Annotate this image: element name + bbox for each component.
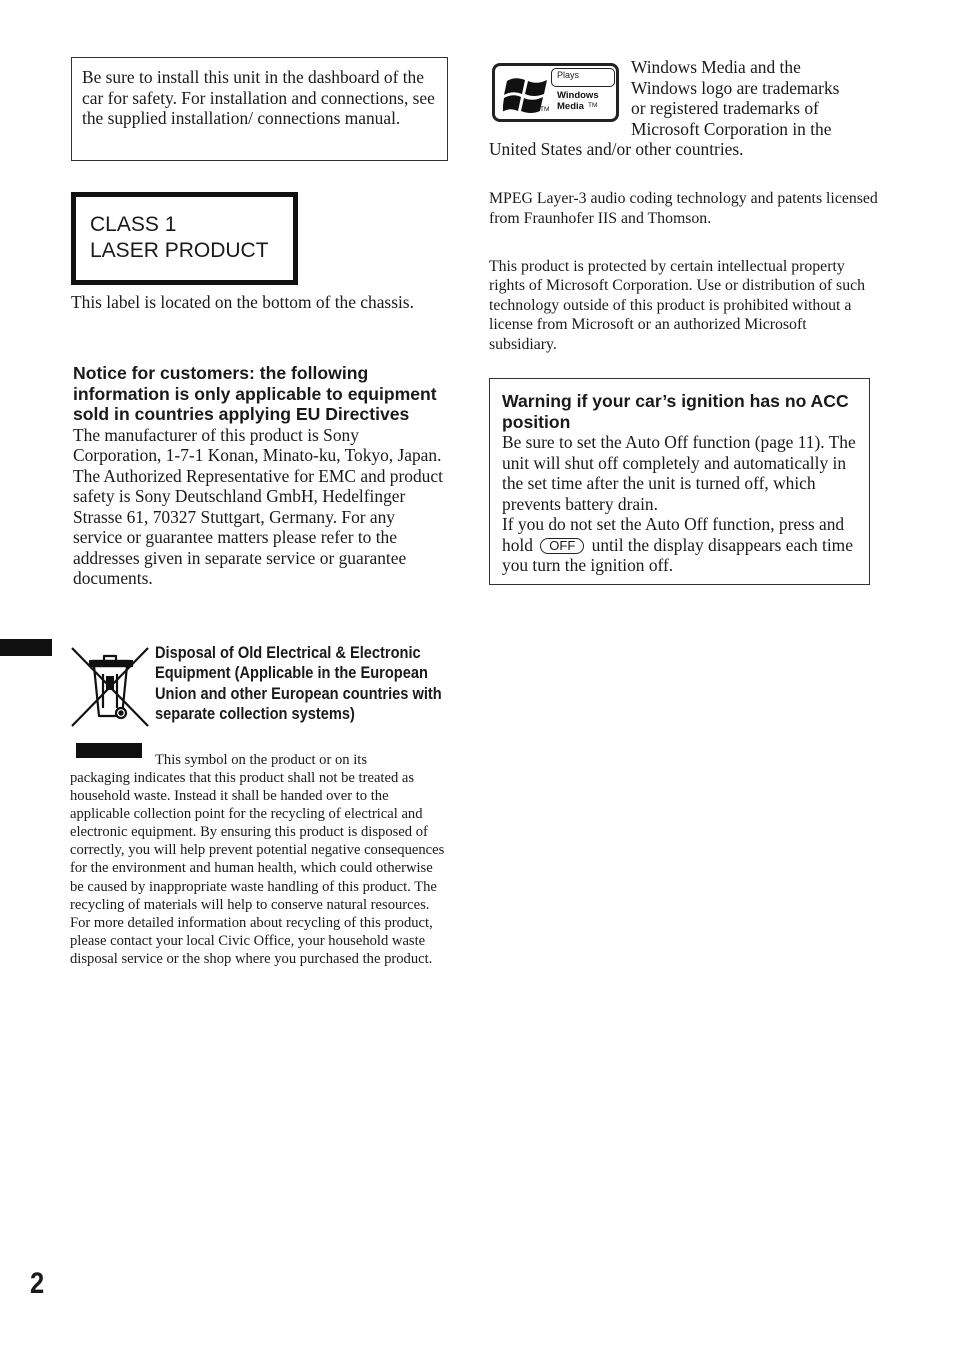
- ignition-warning-body-1: Be sure to set the Auto Off function (page 11). The unit will shut off completely and automatically in the set time after the unit is turned off, which prevents battery drain.: [502, 432, 856, 514]
- wm-trademark-line-4: Microsoft Corporation in the: [631, 118, 832, 139]
- wm-trademark-line-1: Windows Media and the: [631, 57, 801, 77]
- logo-tm-mark-media: TM: [588, 102, 598, 109]
- mpeg-license-notice: MPEG Layer-3 audio coding technology and patents licensed from Fraunhofer IIS and Thomson.: [489, 190, 878, 227]
- eu-directives-notice: [73, 363, 448, 589]
- disposal-heading: Disposal of Old Electrical & Electronic Equipment (Applicable in the European Union and other European countries with separate collection systems): [155, 643, 442, 724]
- ignition-warning-heading: Warning if your car’s ignition has no ACC position: [502, 391, 849, 432]
- microsoft-ip-notice: This product is protected by certain intellectual property rights of Microsoft Corporation. Use or distribution of such technology outside of this product is prohibited without a license from Microsoft or an authorized Microsoft subsidiary.: [489, 258, 866, 353]
- logo-tm-mark: TM: [540, 106, 550, 113]
- wm-trademark-line-3: or registered trademarks of: [631, 98, 819, 118]
- install-safety-notice-text: Be sure to install this unit in the dashboard of the car for safety. For installation and connections, see the supplied installation/ connections manual.: [82, 67, 435, 128]
- ignition-warning-box: [489, 378, 870, 585]
- plays-windows-media-logo: [492, 63, 619, 122]
- bin-underline-bar: [76, 743, 142, 758]
- eu-notice-heading: Notice for customers: the following information is only applicable to equipment sold in countries applying EU Directives: [73, 363, 437, 425]
- label-location-note: This label is located on the bottom of the chassis.: [71, 292, 414, 312]
- laser-label-line2: LASER PRODUCT: [90, 239, 269, 262]
- wm-trademark-line-2: Windows logo are trademarks: [631, 77, 840, 98]
- logo-media-text: Media: [557, 101, 584, 112]
- logo-windows-text: Windows: [557, 90, 599, 101]
- logo-plays-text: Plays: [557, 70, 580, 80]
- disposal-body-first-line: This symbol on the product or on its: [155, 752, 368, 768]
- off-key-symbol: OFF: [540, 538, 584, 554]
- warning-body2-before: If you do not set the Auto Off function, press and hold: [502, 514, 845, 555]
- eu-notice-body: The manufacturer of this product is Sony Corporation, 1-7-1 Konan, Minato-ku, Tokyo, Japan. The Authorized Representative for EMC and product safety is Sony Deutschland GmbH, Hedelfinger Strasse 61, 70327 Stuttgart, Germany. For any service or guarantee matters please refer to the addresses given in separate service or guarantee documents.: [73, 424, 443, 589]
- wm-trademark-line-5: United States and/or other countries.: [489, 139, 744, 159]
- warning-body2-after: until the display disappears each time you turn the ignition off.: [502, 534, 853, 576]
- page-number: 2: [30, 1267, 45, 1300]
- ignition-warning-body-2: [502, 514, 869, 576]
- section-tab-marker: [0, 639, 52, 656]
- class1-laser-product-label: [71, 192, 298, 285]
- crossed-out-wheelie-bin-icon: [70, 646, 150, 730]
- install-safety-notice-box: [71, 57, 448, 161]
- laser-label-line1: CLASS 1: [90, 213, 177, 236]
- disposal-body: packaging indicates that this product shall not be treated as household waste. Instead it shall be handed over to the applicable collection point for the recycling of electrical and electronic equipment. By ensuring this product is disposed of correctly, you will help prevent potential negative consequences for the environment and human health, which could otherwise be caused by inappropriate waste handling of this product. The recycling of materials will help to conserve natural resources. For more detailed information about recycling of this product, please contact your local Civic Office, your household waste disposal service or the shop where you purchased the product.: [70, 770, 445, 967]
